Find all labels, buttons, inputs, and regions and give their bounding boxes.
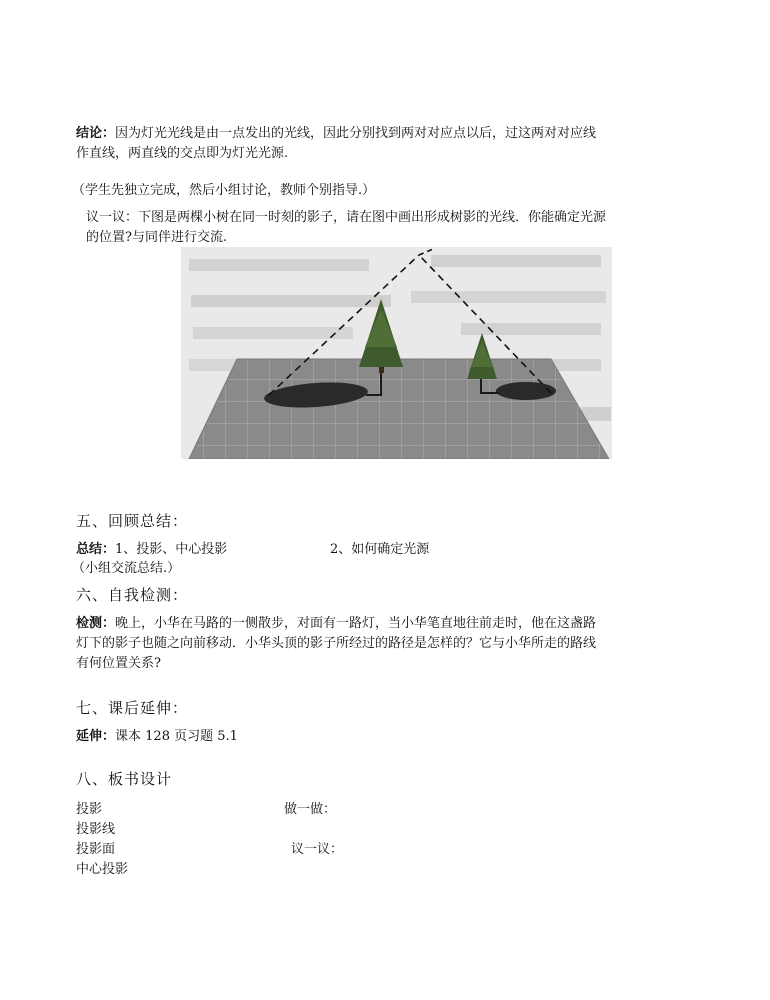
section7-text: 课本 128 页习题 5.1 xyxy=(115,729,238,744)
conclusion-line2: 作直线，两直线的交点即为灯光光源. xyxy=(76,146,289,161)
section7-heading: 七、课后延伸： xyxy=(76,699,189,717)
section7-label: 延伸： xyxy=(76,729,116,744)
section5-item1: 1、投影、中心投影 xyxy=(115,542,228,557)
student-note: （学生先独立完成，然后小组讨论，教师个别指导.） xyxy=(72,183,376,198)
section6-line2: 灯下的影子也随之向前移动．小华头顶的影子所经过的路径是怎样的？它与小华所走的路线 xyxy=(76,636,597,651)
conclusion-line1: 因为灯光光线是由一点发出的光线，因此分别找到两对对应点以后，过这两对对应线 xyxy=(115,126,597,141)
board-item: 投影线 xyxy=(76,822,116,837)
conclusion-paragraph xyxy=(76,124,596,164)
section5-heading: 五、回顾总结： xyxy=(76,512,189,530)
board-right2: 议一议： xyxy=(291,842,344,857)
section5-summary xyxy=(76,540,227,560)
discuss-paragraph xyxy=(86,208,606,248)
section6-paragraph xyxy=(76,614,596,674)
trees-shadow-light-source-illustration xyxy=(181,247,612,459)
section5-note: （小组交流总结.） xyxy=(72,561,181,576)
board-left-column xyxy=(76,800,128,880)
section7-paragraph xyxy=(76,727,238,747)
section5-item2: 2、如何确定光源 xyxy=(330,542,430,557)
board-item: 中心投影 xyxy=(76,862,129,877)
board-item: 投影面 xyxy=(76,842,116,857)
discuss-line1: 议一议：下图是两棵小树在同一时刻的影子，请在图中画出形成树影的光线．你能确定光源 xyxy=(86,210,607,225)
board-item: 投影 xyxy=(76,802,103,817)
discuss-line2: 的位置?与同伴进行交流. xyxy=(86,230,228,245)
section6-label: 检测： xyxy=(76,616,116,631)
section6-line1: 晚上，小华在马路的一侧散步，对面有一路灯，当小华笔直地往前走时，他在这盏路 xyxy=(115,616,597,631)
section5-label: 总结： xyxy=(76,542,116,557)
section8-heading: 八、板书设计 xyxy=(76,770,173,788)
trees-shadow-figure xyxy=(181,247,612,459)
section6-heading: 六、自我检测： xyxy=(76,586,189,604)
conclusion-label: 结论： xyxy=(76,126,116,141)
section6-line3: 有何位置关系? xyxy=(76,656,161,671)
board-right1: 做一做： xyxy=(284,802,337,817)
